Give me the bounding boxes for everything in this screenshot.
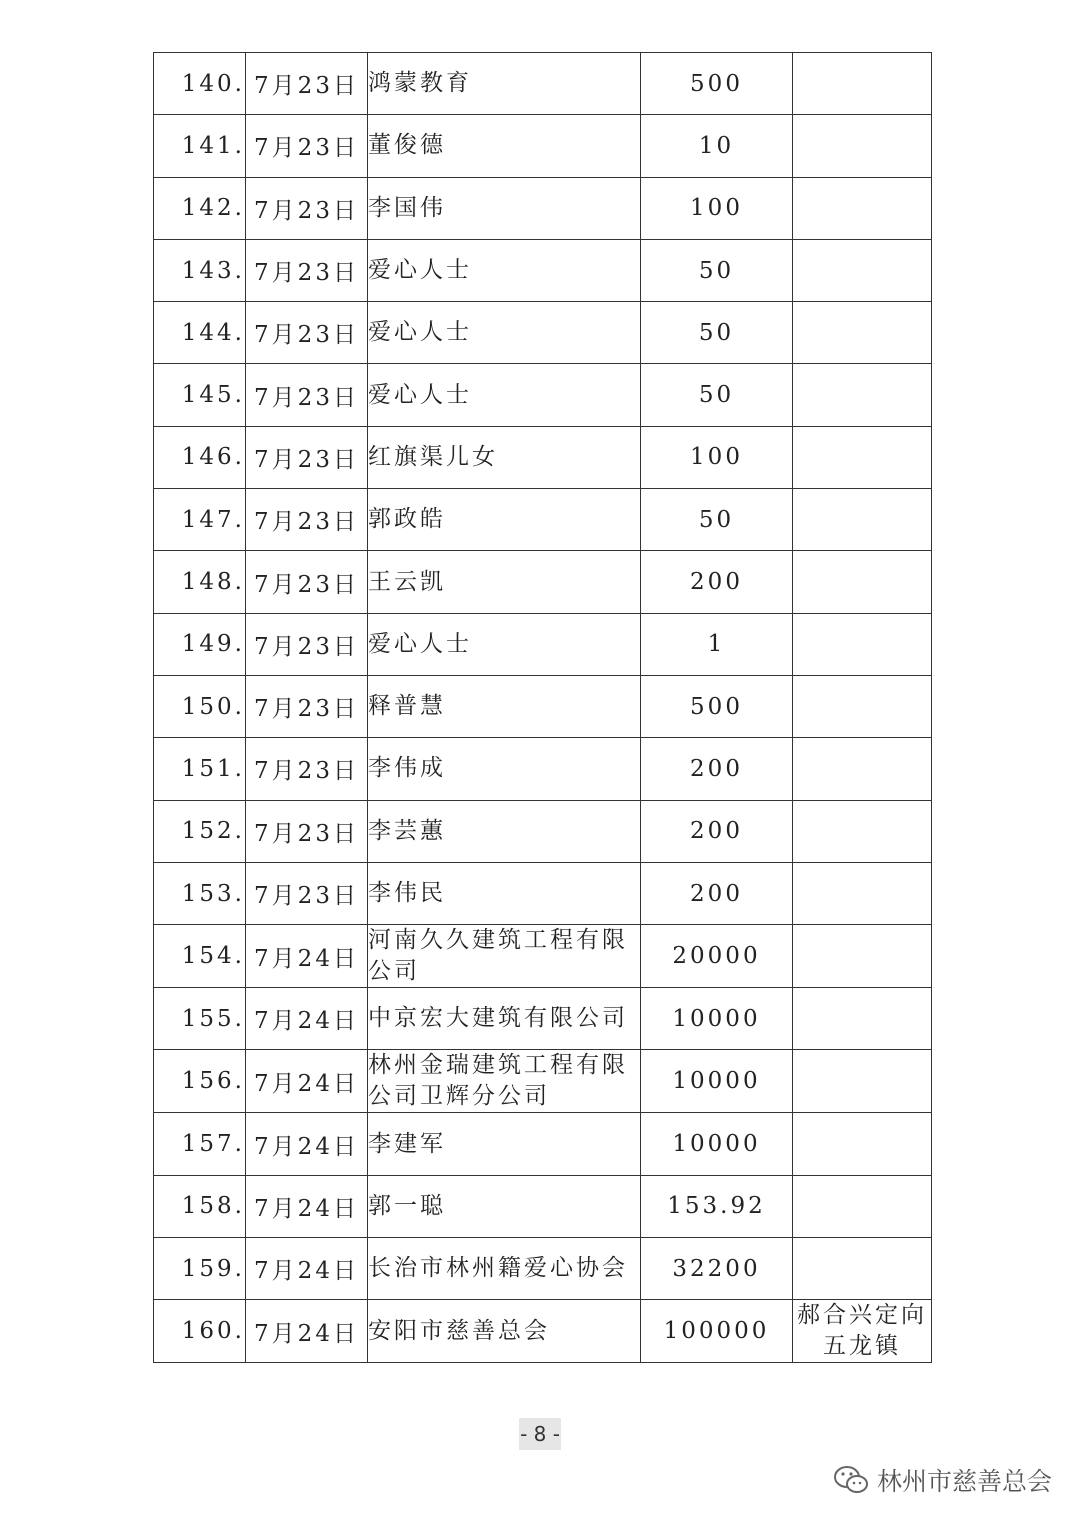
donor-name: 鸿蒙教育 [368, 53, 641, 115]
donation-amount: 20000 [641, 925, 793, 988]
donation-amount: 100 [641, 177, 793, 239]
donation-note [793, 115, 932, 177]
donation-note [793, 613, 932, 675]
donation-amount: 50 [641, 302, 793, 364]
donation-date: 7月23日 [246, 675, 368, 737]
row-number: 158. [154, 1175, 246, 1237]
row-number: 157. [154, 1113, 246, 1175]
donor-name: 李建军 [368, 1113, 641, 1175]
table-row [154, 800, 932, 862]
table-row [154, 1113, 932, 1175]
donation-amount: 200 [641, 800, 793, 862]
row-number: 160. [154, 1300, 246, 1363]
donation-note [793, 1050, 932, 1113]
donation-amount: 100 [641, 426, 793, 488]
donation-date: 7月23日 [246, 364, 368, 426]
table-row [154, 738, 932, 800]
donation-date: 7月23日 [246, 738, 368, 800]
donation-note [793, 988, 932, 1050]
row-number: 140. [154, 53, 246, 115]
donation-amount: 32200 [641, 1238, 793, 1300]
donation-note [793, 302, 932, 364]
table-row [154, 364, 932, 426]
row-number: 150. [154, 675, 246, 737]
donation-note [793, 1238, 932, 1300]
table-row [154, 302, 932, 364]
donor-name: 爱心人士 [368, 613, 641, 675]
donation-amount: 500 [641, 53, 793, 115]
donor-name: 郭政皓 [368, 489, 641, 551]
donor-name: 李芸蕙 [368, 800, 641, 862]
row-number: 142. [154, 177, 246, 239]
donation-date: 7月24日 [246, 925, 368, 988]
table-row [154, 1050, 932, 1113]
donation-date: 7月24日 [246, 1175, 368, 1237]
row-number: 141. [154, 115, 246, 177]
donor-name: 中京宏大建筑有限公司 [368, 988, 641, 1050]
donation-note [793, 364, 932, 426]
donation-date: 7月23日 [246, 426, 368, 488]
donation-amount: 10000 [641, 1050, 793, 1113]
donor-name: 爱心人士 [368, 364, 641, 426]
row-number: 155. [154, 988, 246, 1050]
donation-date: 7月24日 [246, 1113, 368, 1175]
donation-date: 7月23日 [246, 53, 368, 115]
donation-amount: 200 [641, 738, 793, 800]
table-row [154, 925, 932, 988]
table-row [154, 1175, 932, 1237]
donor-name: 爱心人士 [368, 239, 641, 301]
donation-note [793, 862, 932, 924]
donation-date: 7月23日 [246, 613, 368, 675]
row-number: 145. [154, 364, 246, 426]
table-row [154, 489, 932, 551]
wechat-icon [833, 1465, 869, 1495]
table-row [154, 239, 932, 301]
donation-date: 7月24日 [246, 988, 368, 1050]
donation-amount: 200 [641, 862, 793, 924]
donation-amount: 153.92 [641, 1175, 793, 1237]
donor-name: 长治市林州籍爱心协会 [368, 1238, 641, 1300]
donor-name: 林州金瑞建筑工程有限公司卫辉分公司 [368, 1050, 641, 1113]
table-row [154, 862, 932, 924]
donation-date: 7月23日 [246, 177, 368, 239]
table-row [154, 426, 932, 488]
donation-note [793, 738, 932, 800]
donation-amount: 10 [641, 115, 793, 177]
donation-note [793, 1113, 932, 1175]
page-number: - 8 - [519, 1418, 561, 1450]
row-number: 143. [154, 239, 246, 301]
donor-name: 释普慧 [368, 675, 641, 737]
table-row [154, 1238, 932, 1300]
donation-date: 7月23日 [246, 862, 368, 924]
donation-amount: 10000 [641, 988, 793, 1050]
donor-name: 安阳市慈善总会 [368, 1300, 641, 1363]
donor-name: 红旗渠儿女 [368, 426, 641, 488]
table-row [154, 988, 932, 1050]
donation-date: 7月23日 [246, 551, 368, 613]
donation-amount: 50 [641, 364, 793, 426]
table-row [154, 177, 932, 239]
donation-amount: 10000 [641, 1113, 793, 1175]
donation-date: 7月24日 [246, 1050, 368, 1113]
donation-date: 7月24日 [246, 1300, 368, 1363]
donation-date: 7月23日 [246, 489, 368, 551]
donation-note [793, 1175, 932, 1237]
donation-note [793, 177, 932, 239]
donation-amount: 50 [641, 239, 793, 301]
donation-note [793, 426, 932, 488]
donation-date: 7月23日 [246, 302, 368, 364]
row-number: 156. [154, 1050, 246, 1113]
donation-amount: 500 [641, 675, 793, 737]
donation-amount: 200 [641, 551, 793, 613]
donation-date: 7月23日 [246, 239, 368, 301]
row-number: 154. [154, 925, 246, 988]
row-number: 153. [154, 862, 246, 924]
row-number: 147. [154, 489, 246, 551]
donor-name: 李伟成 [368, 738, 641, 800]
donation-note [793, 239, 932, 301]
donation-note [793, 925, 932, 988]
donation-table-body [154, 53, 932, 1363]
watermark-text: 林州市慈善总会 [876, 1467, 1052, 1496]
donation-amount: 100000 [641, 1300, 793, 1363]
donor-name: 郭一聪 [368, 1175, 641, 1237]
donation-date: 7月23日 [246, 800, 368, 862]
donation-amount: 1 [641, 613, 793, 675]
row-number: 149. [154, 613, 246, 675]
row-number: 146. [154, 426, 246, 488]
watermark [833, 1460, 1052, 1500]
table-row [154, 115, 932, 177]
donor-name: 李国伟 [368, 177, 641, 239]
donor-name: 王云凯 [368, 551, 641, 613]
donation-amount: 50 [641, 489, 793, 551]
donation-table [153, 52, 932, 1363]
donation-note: 郝合兴定向五龙镇 [793, 1300, 932, 1363]
donor-name: 李伟民 [368, 862, 641, 924]
row-number: 144. [154, 302, 246, 364]
row-number: 151. [154, 738, 246, 800]
donation-note [793, 53, 932, 115]
donor-name: 河南久久建筑工程有限公司 [368, 925, 641, 988]
donation-note [793, 489, 932, 551]
table-row [154, 53, 932, 115]
donation-note [793, 800, 932, 862]
donation-date: 7月24日 [246, 1238, 368, 1300]
row-number: 148. [154, 551, 246, 613]
table-row [154, 1300, 932, 1363]
row-number: 159. [154, 1238, 246, 1300]
donor-name: 爱心人士 [368, 302, 641, 364]
donation-date: 7月23日 [246, 115, 368, 177]
table-row [154, 613, 932, 675]
table-row [154, 551, 932, 613]
row-number: 152. [154, 800, 246, 862]
donation-note [793, 675, 932, 737]
table-row [154, 675, 932, 737]
donation-note [793, 551, 932, 613]
donor-name: 董俊德 [368, 115, 641, 177]
